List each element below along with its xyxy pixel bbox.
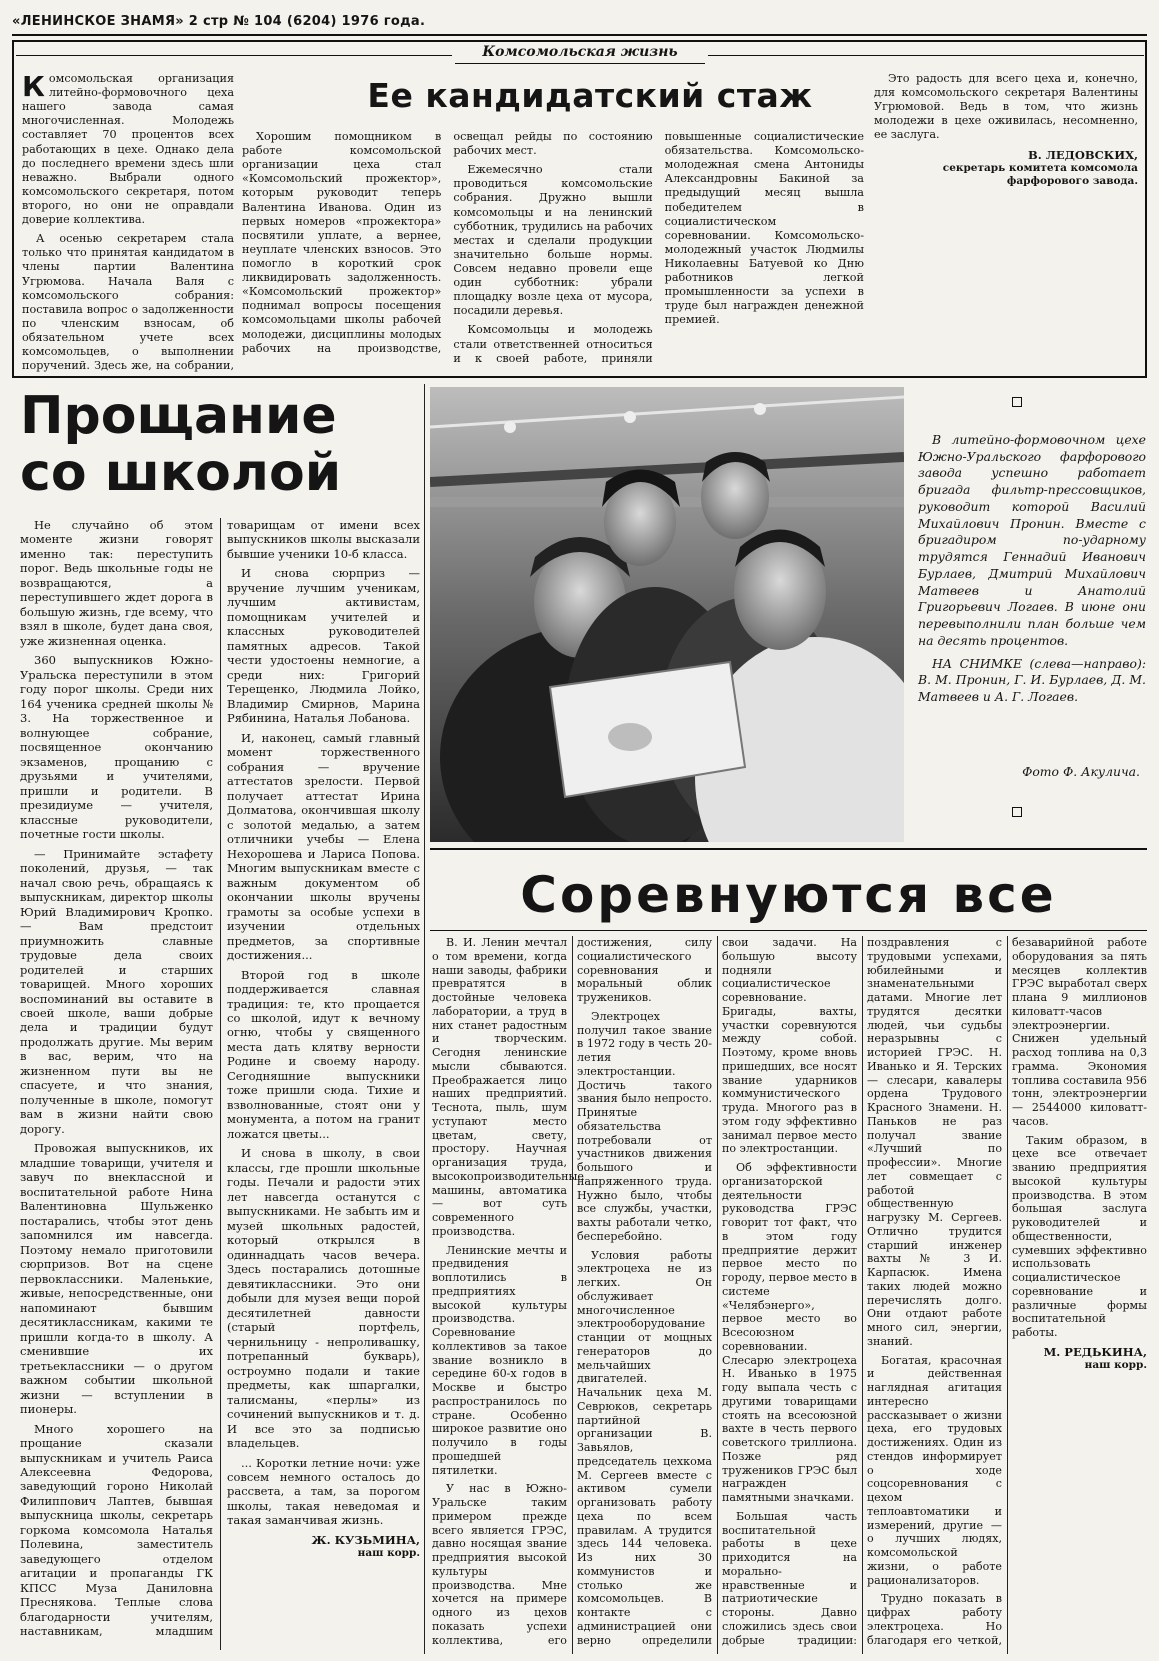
separator-square-top [1012, 397, 1022, 407]
headline-everyone-competes: Соревнуются все [520, 866, 1057, 924]
rule-below-competition [430, 930, 1147, 931]
s2-paragraph-6: И снова сюрприз — вручение лучшим ученикам, лучшим активистам, помощникам учителей и классных руководителей памятных адресов. Такой чести удостоены немногие, а среди них: Григорий Терещенко, Людмила Лойко, Владимир Смирнов, Марина Рябинина, Наталья Лобанова. [227, 566, 420, 726]
rubric-komsomol-life: Комсомольская жизнь [455, 44, 705, 64]
headline-farewell-school: Прощание со школой [20, 386, 342, 504]
s2-paragraph-2: 360 выпускников Южно-Уральска переступили в этом году порог школы. Среди них 164 ученика средней школы № 3. На торжественное и волнующее собрание, посвященное окончанию экзаменов, прощанию с друзьями и учителями, пришли и родители. В президиуме — учителя, классные руководители, почетные гости школы. [20, 653, 213, 842]
s3-paragraph-2: Ленинские мечты и предвидения воплотились в предприятиях высокой культуры производства. Соревнование коллективов за такое звание возникло в середине 60-х годов в Москве и быстро распространилось по стране. Особенно широкое развитие оно получило в годы прошедшей пятилетки. [432, 1243, 567, 1477]
photo-credit: Фото Ф. Акулича. [1022, 764, 1140, 779]
s1-signature-role: секретарь комитета комсомола фарфорового завода. [942, 162, 1138, 187]
s3-signature-role: наш корр. [1084, 1359, 1147, 1371]
s3-paragraph-5: Условия работы электроцеха не из легких. Он обслуживает многочисленное электрооборудование станции от мощных генераторов до мельчайших двигателей. Начальник цеха М. Севрюков, секретарь партийной организации В. Завьялов, председатель цехкома М. Сергеев вместе с активом сумели организовать работу цеха по всем правилам. А трудится здесь 144 человека. Из них 30 коммунистов и столько же комсомольцев. В контакте с администрацией они верно определили свои задачи. На большую высоту подняли социалистическое соревнование. Бригады, вахты, участки соревнуются между собой. Поэтому, кроме вновь пришедших, все носят звание ударников коммунистического труда. Многого раз в этом году эффективно занимал первое место по электростанции. [577, 936, 857, 1647]
s1-paragraph-5: Комсомольцы и молодежь стали ответственней относиться и к своей работе, приняли повышенные социалистические обязательства. Комсомольско-молодежная смена Антониды Александровны Бакиной за предыдущий месяц вышла победителем в социалистическом соревновании. Комсомольско-молодежный участок Людмилы Николаевны Батуевой ко Дню работников легкой промышленности за успехи в труде был награжден денежной премией. [453, 130, 864, 365]
s3-columns [432, 936, 1147, 1654]
s3-paragraph-7: Большая часть воспитательной работы в цехе приходится на морально-нравственные и патриотические стороны. Давно сложились здесь свои добрые традиции: поздравления с трудовыми успехами, юбилейными и знаменательными датами. Многие лет трудятся десятки людей, чьи судьбы неразрывны с историей ГРЭС. Н. Иванько и Я. Терских — слесари, кавалеры ордена Трудового Красного Знамени. Н. Паньков не раз получал звание «Лучший по профессии». Многие лет совмещает с работой общественную нагрузку М. Сергеев. Отлично трудится старший инженер вахты № 3 И. Карпасюк. Имена таких людей можно перечислять долго. Они отдают работе много сил, энергии, знаний. [722, 936, 1002, 1647]
s3-paragraph-8: Богатая, красочная и действенная наглядная агитация интересно рассказывает о жизни цеха, его трудовых достижениях. Один из стендов информирует о ходе соцсоревнования с цехом теплоавтоматики и измерений, другие — о лучших людях, комсомольской жизни, о работе рационализаторов. [867, 1353, 1002, 1587]
s1-paragraph-1: омсомольская организация литейно-формовочного цеха нашего завода самая многочисленная. Молодежь составляет 70 процентов всех работающих в цехе. Однако дела до последнего времени здесь шли неважно. Выбрали одного комсомольского секретаря, потом второго, но они не оправдали доверие коллектива. [22, 72, 234, 227]
drop-cap: К [22, 72, 45, 103]
caption-text: В литейно-формовочном цехе Южно-Уральского фарфорового завода успешно работает бригада фильтр-прессовщиков, руководит которой Василий Михайлович Пронин. Вместе с бригадиром по-ударному трудятся Геннадий Иванович Бурлаев, Дмитрий Михайлович Матвеев и Анатолий Григорьевич Логаев. В июне они перевыполнили план больше чем на десять процентов. [918, 432, 1146, 648]
s2-paragraph-5: Много хорошего на прощание сказали выпускникам и учитель Раиса Алексеевна Федорова, заведующий гороно Николай Филиппович Лаптев, бывшая выпускница школы, секретарь горкома комсомола Наталья Полевина, заместитель заведующего отделом агитации и пропаганды ГК КПСС Муза Даниловна Преснякова. Теплые слова благодарности учителям, наставникам, младшим товарищам от имени всех выпускников школы высказали бывшие ученики 10-б класса. [20, 518, 420, 1639]
rubric-rule-right [708, 55, 1144, 56]
s3-paragraph-10: Таким образом, в цехе все отвечает званию предприятия высокой культуры производства. В этом большая заслуга руководителей и общественности, сумевших эффективно использовать социалистическое соревнование и различные формы воспитательной работы. [1012, 1133, 1147, 1339]
photo-brigade [430, 387, 904, 842]
s2-paragraph-4: Провожая выпускников, их младшие товарищи, учителя и завуч по внеклассной и воспитательной работе Нина Валентиновна Шульженко постарались, чтобы этот день запомнился им навсегда. Поэтому немало приготовили сюрпризов. Вот на сцене первоклассники. Маленькие, живые, непосредственные, они напоминают бывшим десятиклассникам, какими те пришли когда-то в школу. А сменившие их третьеклассники — о другом важном событии школьной жизни — вступлении в пионеры. [20, 1141, 213, 1417]
separator-square-bottom [1012, 807, 1022, 817]
column-rule-main [424, 384, 425, 1654]
s2-signature: Ж. КУЗЬМИНА, [311, 1532, 420, 1547]
s3-signature: М. РЕДЬКИНА, [1043, 1344, 1147, 1359]
s1-signature: В. ЛЕДОВСКИХ, [1027, 147, 1138, 162]
s1-paragraph-3: Хорошим помощником в работе комсомольской организации цеха стал «Комсомольский прожектор», которым руководит теперь Валентина Иванова. Один из первых номеров «прожектора» посвятили уплате, а вернее, неуплате членских взносов. Это помогло в короткий срок ликвидировать задолженность. «Комсомольский прожектор» поднимал вопросы посещения комсомольцами школы рабочей молодежи, дисциплины молодых рабочих на производстве, освещал рейды по состоянию рабочих мест. [242, 130, 653, 355]
s2-paragraph-8: Второй год в школе поддерживается славная традиция: те, кто прощается со школой, идут к вечному огню, чтобы у священного места дать клятву верности Родине и своему народу. Сегодняшние выпускники тоже пришли сюда. Тихие и взволнованные, стоят они у монумента, а потом на гранит ложатся цветы... [227, 967, 420, 1141]
s2-paragraph-10: ... Коротки летние ночи: уже совсем немного осталось до рассвета, а там, за порогом школы, такая неведомая и такая заманчивая жизнь. [227, 1455, 420, 1528]
caption-on-photo: НА СНИМКЕ (слева—направо): В. М. Пронин, Г. И. Бурлаев, Д. М. Матвеев и А. Г. Логаев. [918, 655, 1146, 705]
s1-paragraph-2: А осенью секретарем стала только что принятая кандидатом в члены партии Валентина Угрюмова. Начала Валя с комсомольского собрания: поставила вопрос о задолженности по членским взносам, об обязательном учете всех комсомольцев, о выполнении поручений. Здесь же, на собрании, [22, 232, 234, 372]
s2-signature-role: наш корр. [357, 1547, 420, 1560]
photo-caption [918, 432, 1146, 712]
headline-candidate-stage: Ее кандидатский стаж [367, 76, 813, 115]
photo-four-workers-icon [430, 387, 904, 842]
s2-paragraph-3: — Принимайте эстафету поколений, друзья, — так начал свою речь, обращаясь к выпускникам, директор школы Юрий Владимирович Кропко. — Вам предстоит приумножить славные трудовые дела своих родителей и старших товарищей. Много хороших воспоминаний вы оставите в своей школе, ваши добрые дела и традиции будут продолжать другие. Мы верим в вас, верим, что на жизненном пути вы не спасуете, и что знания, полученные в школе, помогут вам в жизни найти свою дорогу. [20, 846, 213, 1136]
s1-columns-middle [242, 130, 864, 374]
s1-column-last [874, 72, 1138, 372]
s2-paragraph-9: И снова в школу, в свои классы, где прошли школьные годы. Печали и радости этих лет навсегда останутся с выпускниками. Не забыть им и музей школьных радостей, который открылся в одиннадцать часов вечера. Здесь постарались дотошные девятиклассники. Это они добыли для музея вещи порой десятилетней давности (старый портфель, чернильницу - непроливашку, потрепанный букварь), остроумно подали и такие предметы, как шпаргалки, талисманы, «перлы» из сочинений выпускников и т. д. И все это за подписью владельцев. [227, 1146, 420, 1451]
s3-paragraph-1: В. И. Ленин мечтал о том времени, когда наши заводы, фабрики превратятся в достойные человека лаборатории, а труд в них станет радостным и творческим. Сегодня ленинские мысли сбываются. Преображается лицо наших предприятий. Теснота, пыль, шум уступают место цветам, свету, простору. Научная организация труда, высокопроизводительные машины, автоматика — вот суть современного производства. [432, 936, 584, 1238]
s2-paragraph-1: Не случайно об этом моменте жизни говорят именно так: переступить порог. Ведь школьные годы не возвращаются, а переступившего ждет дорога в большую жизнь, где всему, что взял в школе, будет дана своя, уже жизненная оценка. [20, 518, 213, 648]
rubric-rule-left [16, 55, 452, 56]
s1-column-1 [22, 72, 234, 372]
masthead: «ЛЕНИНСКОЕ ЗНАМЯ» 2 стр № 104 (6204) 1976 года. [12, 14, 1147, 36]
s1-paragraph-4: Ежемесячно стали проводиться комсомольские собрания. Дружно вышли комсомольцы и на ленинский субботник, трудились на рабочих местах и сделали продукции значительно больше нормы. Совсем недавно провели еще один субботник: убрали площадку возле цеха от мусора, посадили деревья. [453, 163, 653, 318]
s3-paragraph-4: Электроцех получил такое звание в 1972 году в честь 20-летия электростанции. Достичь такого звания было непросто. Принятые обязательства потребовали от участников движения большого и напряженного труда. Нужно было, чтобы все службы, участки, вахты работали четко, бесперебойно. [577, 1009, 712, 1243]
s2-paragraph-7: И, наконец, самый главный момент торжественного собрания — вручение аттестатов зрелости. Первой получает аттестат Ирина Долматова, окончившая школу с золотой медалью, а затем отличники учебы — Елена Нехорошева и Лариса Попова. Многим выпускникам вместе с важным документом об окончании школы вручены грамоты за особые успехи в изучении отдельных предметов, за спортивные достижения... [227, 730, 420, 963]
s2-columns [20, 518, 420, 1650]
s1-paragraph-6: Это радость для всего цеха и, конечно, для комсомольского секретаря Валентины Угрюмовой. Ведь в том, что жизнь молодежи в цехе оживилась, несомненно, ее заслуга. [874, 72, 1138, 142]
rule-above-competition [430, 848, 1147, 850]
s3-paragraph-6: Об эффективности организаторской деятельности руководства ГРЭС говорит тот факт, что в этом году предприятие держит первое место по городу, первое место в системе «Челябэнерго», первое место во Всесоюзном соревновании. Слесарю электроцеха Н. Иванько в 1975 году выпала честь с другими товарищами стоять на всесоюзной вахте в честь первого советского триллиона. Позже ряд тружеников ГРЭС был награжден памятными значками. [722, 1161, 857, 1504]
s3-paragraph-3: У нас в Южно-Уральске таким примером прежде всего является ГРЭС, давно носящая звание предприятия высокой культуры производства. Мне хочется на примере одного из цехов показать успехи коллектива, его достижения, силу социалистического соревнования и моральный облик тружеников. [432, 936, 712, 1647]
s3-paragraph-9: Трудно показать в цифрах работу электроцеха. Но благодаря его четкой, безаварийной работе оборудования за пять месяцев коллектив ГРЭС выработал сверх плана 9 миллионов киловатт-часов электроэнергии. Снижен удельный расход топлива на 0,3 грамма. Экономия топлива составила 956 тонн, электроэнергии — 2544000 киловатт-часов. [867, 936, 1147, 1647]
